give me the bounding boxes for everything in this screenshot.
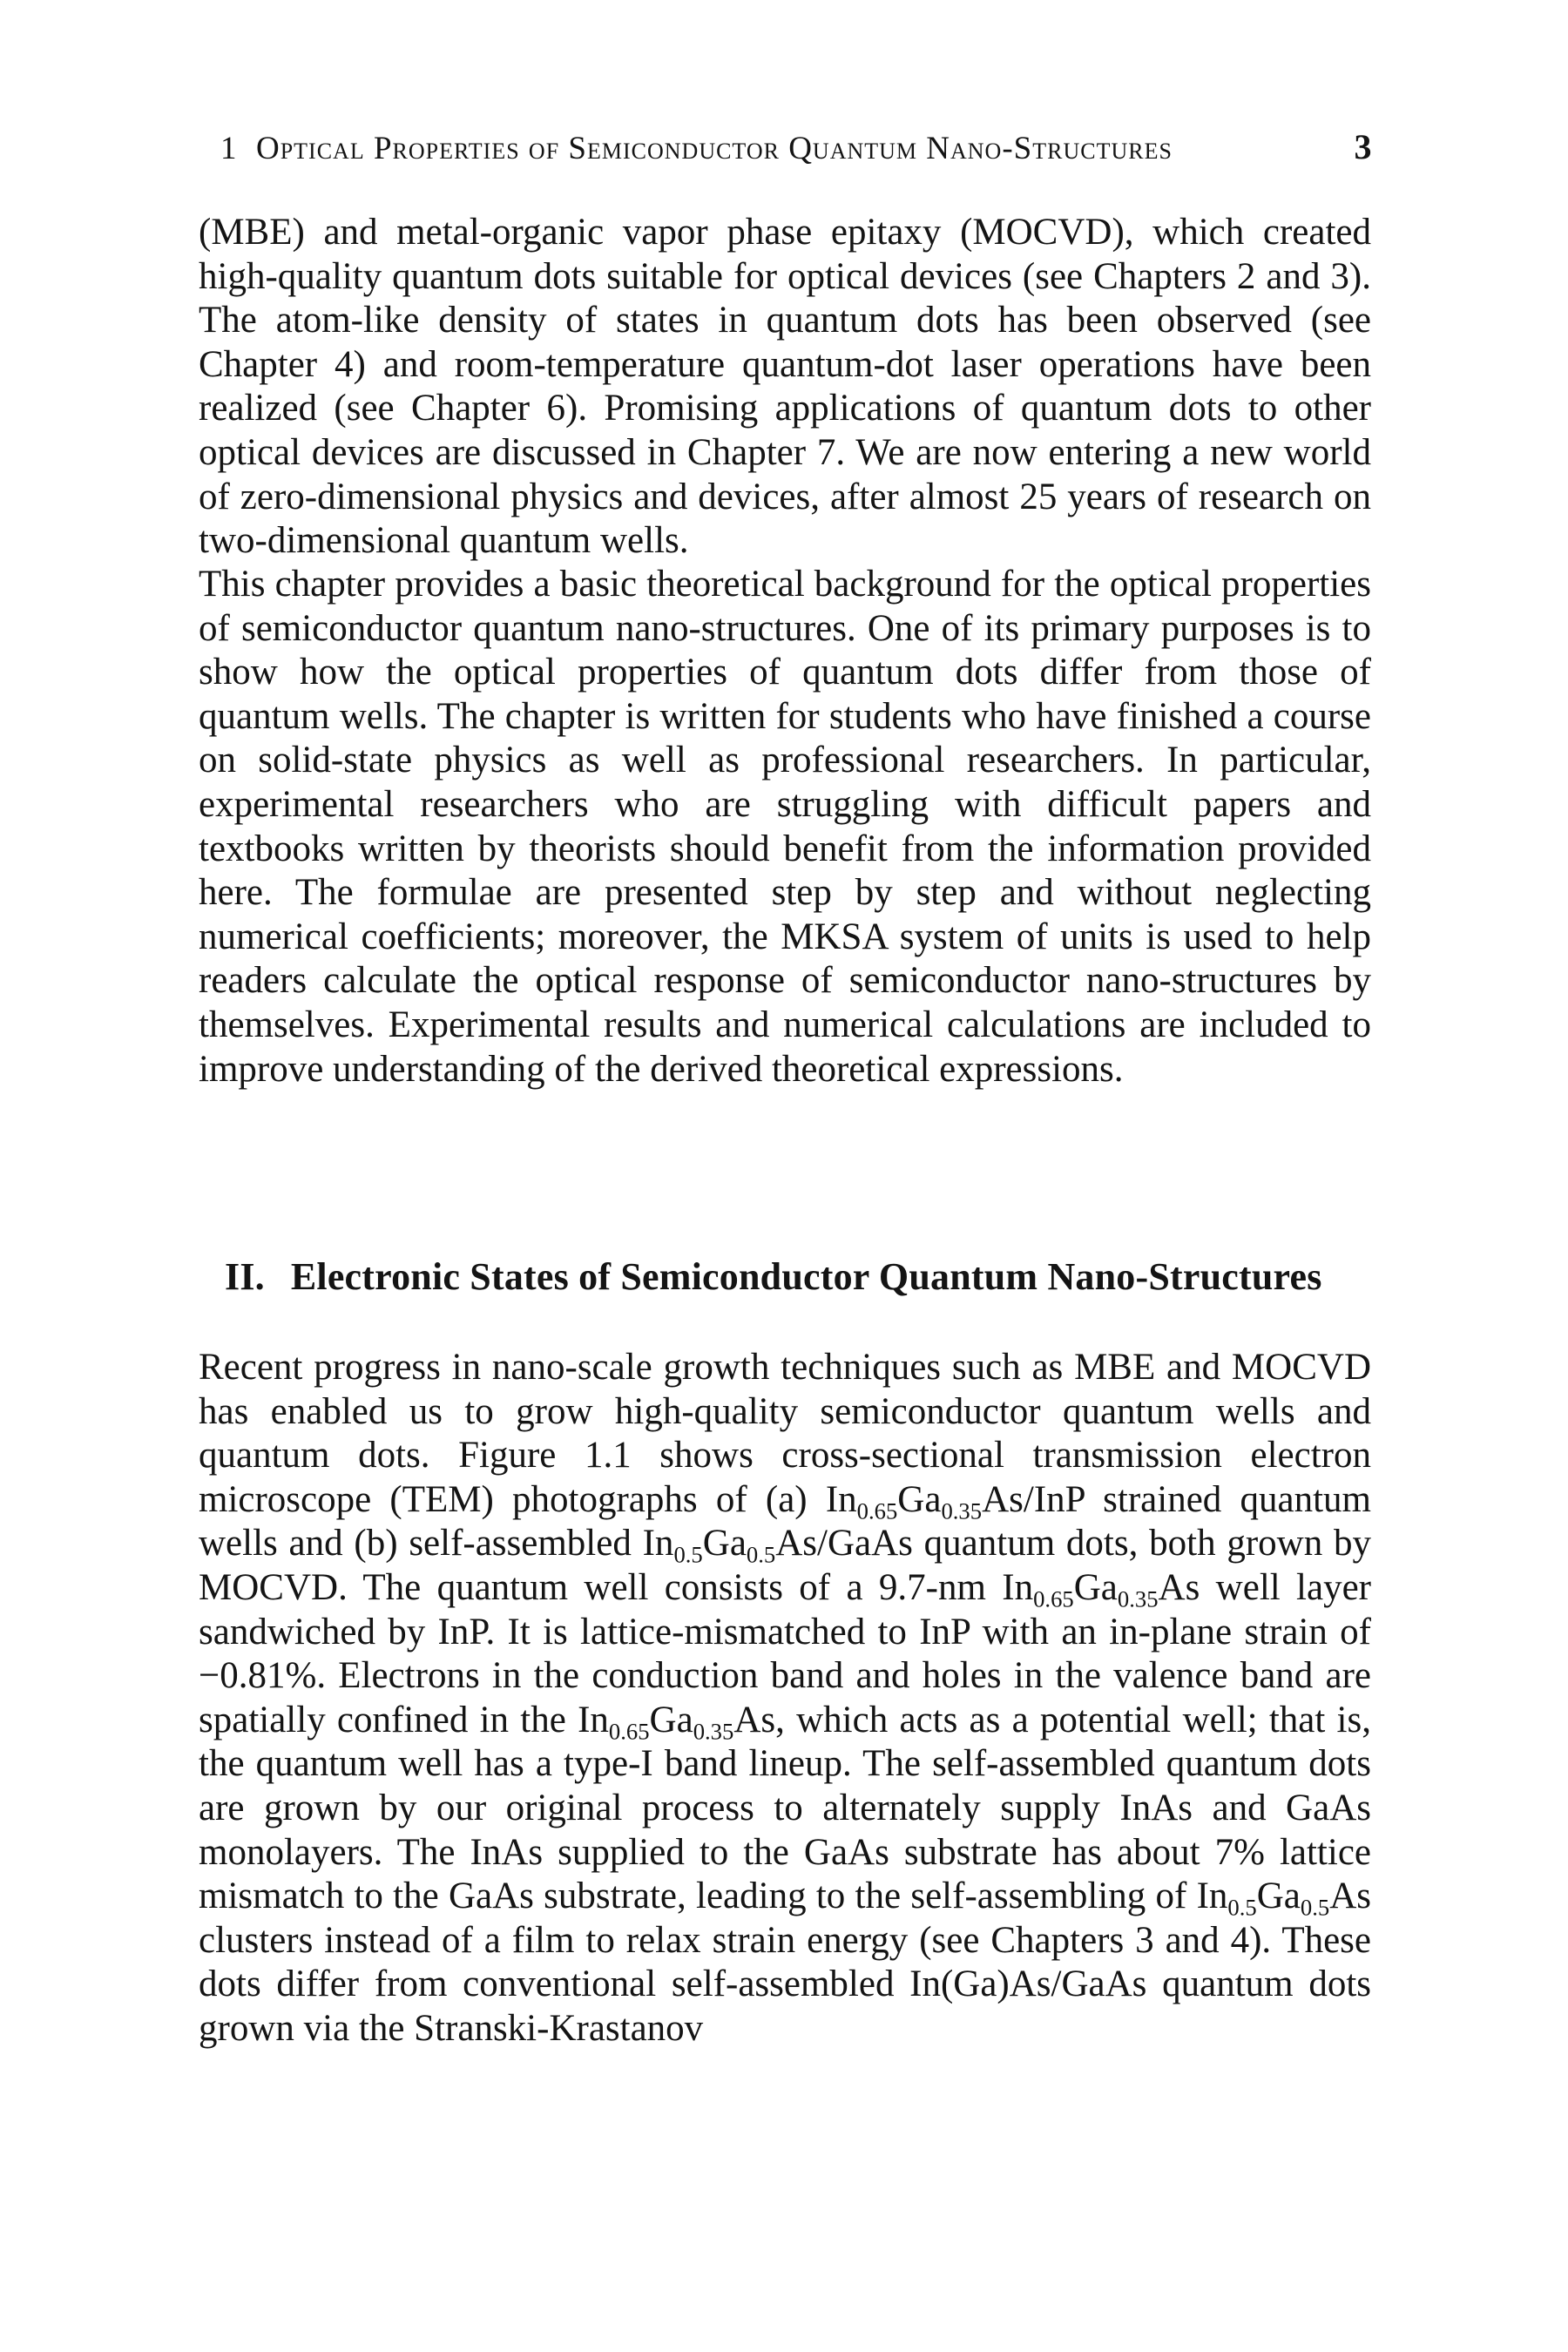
subscript: 0.35 xyxy=(941,1497,983,1524)
running-head xyxy=(220,126,1372,172)
section-number: II. xyxy=(225,1255,265,1298)
text-run: Ga xyxy=(649,1699,693,1740)
page-number: 3 xyxy=(1354,127,1372,166)
running-head-title: Optical Properties of Semiconductor Quantum Nano-Structures xyxy=(256,131,1173,166)
text-run: As/InP strained quantum wells and (b) self-assembled In xyxy=(199,1478,1371,1565)
paragraph-electronic-states xyxy=(199,1346,1371,2051)
text-run: As well layer sandwiched by InP. It is lattice-mismatched to InP with an in-plane strain of −0.81%. Electrons in the conduction band and holes in the valence band are spatially confined in the In xyxy=(199,1566,1371,1740)
subscript: 0.5 xyxy=(673,1541,703,1568)
subscript: 0.35 xyxy=(1117,1585,1159,1612)
text-run: As/GaAs quantum dots, both grown by MOCVD. The quantum well consists of a 9.7-nm In xyxy=(199,1523,1371,1608)
text-run: Ga xyxy=(897,1478,942,1520)
text-run: Ga xyxy=(1073,1566,1118,1608)
paragraph-text xyxy=(199,1346,1371,2051)
subscript: 0.5 xyxy=(1300,1894,1330,1921)
subscript: 0.65 xyxy=(856,1497,898,1524)
section-title: Electronic States of Semiconductor Quantum Nano-Structures xyxy=(290,1255,1322,1298)
paragraph-intro-continued xyxy=(199,211,1371,564)
subscript: 0.35 xyxy=(693,1718,734,1745)
running-head-chapter-number: 1 xyxy=(220,131,237,166)
subscript: 0.5 xyxy=(746,1541,776,1568)
paragraph-text: This chapter provides a basic theoretical background for the optical properties of semiconductor quantum nano-structures. One of its primary purposes is to show how the optical properties of quantum dots differ from those of quantum wells. The chapter is written for students who have finished a course on solid-state physics as well as professional researchers. In particular, experimental researchers who are struggling with difficult papers and textbooks written by theorists should benefit from the information provided here. The formulae are presented step by step and without neglecting numerical coefficients; moreover, the MKSA system of units is used to help readers calculate the optical response of semiconductor nano-structures by themselves. Experimental results and numerical calculations are included to improve understanding of the derived theoretical expressions. xyxy=(199,564,1371,1090)
text-run: Ga xyxy=(702,1523,747,1565)
text-run: As clusters instead of a film to relax strain energy (see Chapters 3 and 4). These dots differ from conventional self-assembled In(Ga)As/GaAs quantum dots grown via the Stranski-Krastanov xyxy=(199,1876,1371,2049)
subscript: 0.65 xyxy=(608,1718,650,1745)
subscript: 0.65 xyxy=(1033,1585,1074,1612)
subscript: 0.5 xyxy=(1227,1894,1257,1921)
text-run: Recent progress in nano-scale growth techniques such as MBE and MOCVD has enabled us to grow high-quality semiconductor quantum wells and quantum dots. Figure 1.1 shows cross-sectional transmission electron microscope (TEM) photographs of (a) In xyxy=(199,1347,1371,1520)
section-heading xyxy=(225,1254,1375,1299)
text-run: As, which acts as a potential well; that is, the quantum well has a type-I band lineup. The self-assembled quantum dots are grown by our original process to alternately supply InAs and GaAs monolayers. The InAs supplied to the GaAs substrate has about 7% lattice mismatch to the GaAs substrate, leading to the self-assembling of In xyxy=(199,1699,1371,1917)
paragraph-chapter-purpose xyxy=(199,563,1371,1092)
text-run: Ga xyxy=(1256,1876,1301,1917)
paragraph-text: (MBE) and metal-organic vapor phase epitaxy (MOCVD), which created high-quality quantum dots suitable for optical devices (see Chapters 2 and 3). The atom-like density of states in quantum dots has been observed (see Chapter 4) and room-temperature quantum-dot laser operations have been realized (see Chapter 6). Promising applications of quantum dots to other optical devices are discussed in Chapter 7. We are now entering a new world of zero-dimensional physics and devices, after almost 25 years of research on two-dimensional quantum wells. xyxy=(199,212,1371,562)
